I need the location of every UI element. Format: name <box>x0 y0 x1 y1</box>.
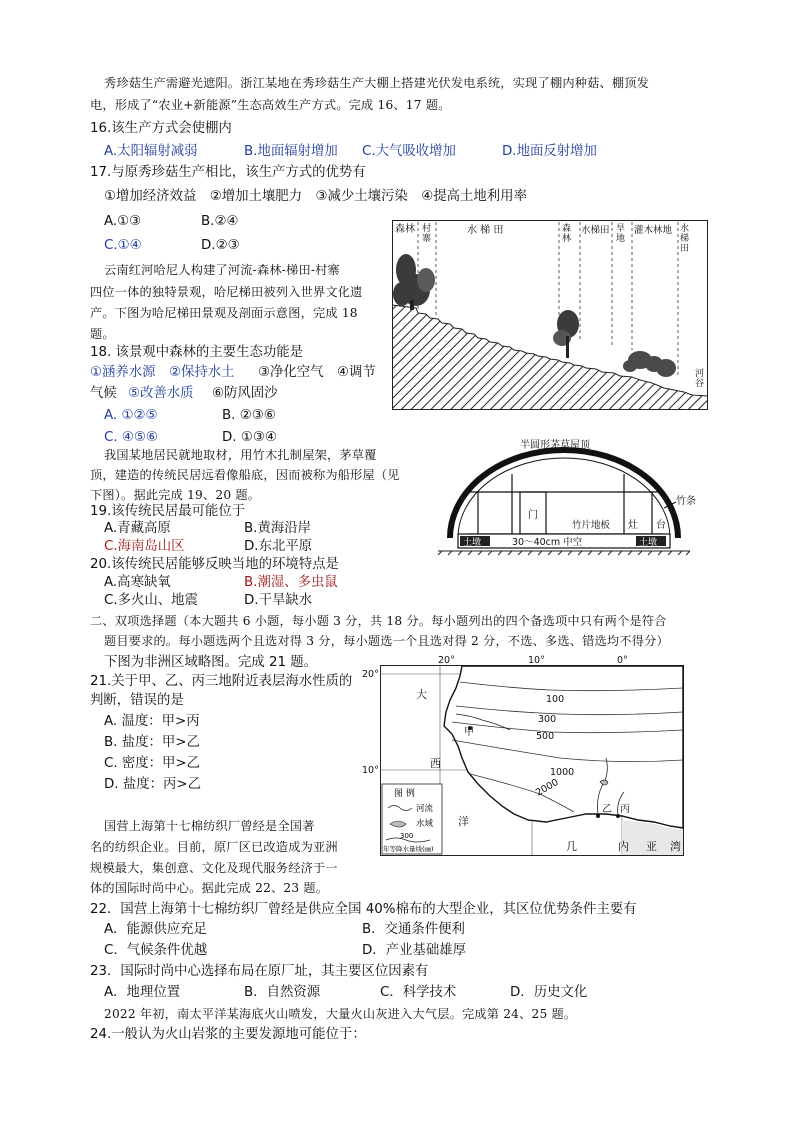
label-platform: 台 <box>656 520 666 531</box>
label-ocean-yang: 洋 <box>458 815 469 828</box>
intro-19-20-line3: 下图）。据此完成 19、20 题。 <box>90 488 261 502</box>
q22-option-b: B．交通条件便利 <box>362 922 465 937</box>
q23-stem: 23．国际时尚中心选择布局在原厂址，其主要区位因素有 <box>90 964 429 979</box>
label-forest-middle: 森 林 <box>562 224 572 244</box>
legend-river-label: 河流 <box>416 804 434 814</box>
africa-map-figure <box>360 654 694 858</box>
q17-items: ①增加经济效益 ②增加土壤肥力 ③减少土壤污染 ④提高土地利用率 <box>104 189 527 204</box>
label-water-terrace2: 水梯田 <box>581 225 610 236</box>
q17-option-a: A.①③ <box>104 214 142 229</box>
q18-items-3: 气候 <box>90 386 117 401</box>
q18-option-d: D. ①③④ <box>222 430 277 445</box>
q18-items-4: ⑤改善水质 <box>128 386 194 401</box>
q17-stem: 17.与原秀珍菇生产相比，该生产方式的优势有 <box>90 165 366 180</box>
label-river-valley: 河 谷 <box>695 369 705 389</box>
q19-stem: 19.该传统民居最可能位于 <box>90 504 246 519</box>
q21-option-b: B. 盐度：甲>乙 <box>104 735 200 750</box>
intro-19-20-line1: 我国某地居民就地取材，用竹木扎制屋架，茅草覆 <box>104 448 377 462</box>
label-village-char2: 寨 <box>422 234 432 244</box>
label-earth-right: 土墩 <box>639 538 658 548</box>
intro-19-20-line2: 顶，建造的传统民居远看像船底，因而被称为船形屋（见 <box>90 468 400 482</box>
q21-option-d: D. 盐度：丙>乙 <box>104 777 201 792</box>
q18-items-1: ①涵养水源 ②保持水土 <box>90 365 235 380</box>
intro-18-line4: 题。 <box>90 327 115 341</box>
label-ocean-da: 大 <box>416 688 427 701</box>
q16-option-a: A.太阳辐射减弱 <box>104 144 198 159</box>
label-jia: 甲 <box>464 727 474 738</box>
lat-20-label: 20° <box>362 669 379 680</box>
label-floor: 竹片地板 <box>572 520 611 531</box>
ground-hatch <box>438 551 690 555</box>
q21-option-a: A. 温度：甲>丙 <box>104 714 200 729</box>
q22-option-a: A．能源供应充足 <box>104 922 207 937</box>
label-door: 门 <box>528 510 538 521</box>
section2-line1: 二、双项选择题（本大题共 6 小题，每小题 3 分，共 18 分。每小题列出的四个备选项中只有两个是符合 <box>90 614 667 628</box>
isohyet-300-label: 300 <box>538 714 557 725</box>
intro-16-17-line1: 秀珍菇生产需避光遮阳。浙江某地在秀珍菇生产大棚上搭建光伏发电系统，实现了棚内种菇、棚顶发 <box>104 76 650 90</box>
q20-option-b: B.潮湿、多虫鼠 <box>244 575 338 590</box>
label-dry-land: 旱 地 <box>616 224 626 244</box>
q20-option-a: A.高寒缺氧 <box>104 575 171 590</box>
label-bing: 丙 <box>620 804 630 815</box>
q17-option-c: C.①④ <box>104 238 142 253</box>
q23-option-c: C．科学技术 <box>380 985 457 1000</box>
section2-line3: 下图为非洲区域略图。完成 21 题。 <box>104 655 318 670</box>
map-legend <box>382 784 442 854</box>
intro-22-23-line1: 国营上海第十七棉纺织厂曾经是全国著 <box>104 819 315 833</box>
q21-option-c: C. 密度：甲>乙 <box>104 756 201 771</box>
q18-stem: 18. 该景观中森林的主要生态功能是 <box>90 345 304 360</box>
terrace-profile-figure <box>392 220 708 410</box>
q17-option-b: B.②④ <box>201 214 239 229</box>
intro-22-23-line3: 规模最大，集创意、文化及现代服务经济于一 <box>90 861 338 875</box>
q19-option-a: A.青藏高原 <box>104 521 171 536</box>
label-gulf-ji: 几 <box>566 840 577 853</box>
label-earth-left: 土墩 <box>463 538 482 548</box>
q18-option-b: B. ②③⑥ <box>222 408 276 423</box>
q17-option-d: D.②③ <box>201 238 240 253</box>
isohyet-100-label: 100 <box>546 694 565 705</box>
q23-option-d: D．历史文化 <box>510 985 588 1000</box>
q21-stem-line2: 判断，错误的是 <box>90 693 184 708</box>
q19-option-d: D.东北平原 <box>244 539 313 554</box>
q16-stem: 16.该生产方式会使棚内 <box>90 121 232 136</box>
label-water-terrace: 水 梯 田 <box>467 225 504 236</box>
q18-items-2: ③净化空气 ④调节 <box>258 365 376 380</box>
q22-option-d: D．产业基础雄厚 <box>362 943 467 958</box>
q22-option-c: C．气候条件优越 <box>104 943 208 958</box>
q18-items-5: ⑥防风固沙 <box>212 386 278 401</box>
legend-water-label: 水域 <box>416 819 434 829</box>
boat-house-figure <box>428 436 700 556</box>
q16-option-b: B.地面辐射增加 <box>244 144 338 159</box>
q23-option-b: B．自然资源 <box>244 985 321 1000</box>
legend-title: 图 例 <box>394 789 415 799</box>
label-water-terrace3: 水 梯 田 <box>680 224 690 254</box>
label-forest-left: 森林 <box>395 224 415 235</box>
point-yi <box>596 814 600 818</box>
lat-10-label: 10° <box>362 765 379 776</box>
label-gulf-ya: 亚 <box>646 840 657 853</box>
q16-option-d: D.地面反射增加 <box>502 144 597 159</box>
label-roof: 半圆形茅草屋顶 <box>520 440 590 451</box>
q20-stem: 20.该传统民居能够反映当地的环境特点是 <box>90 557 339 572</box>
intro-18-line2: 四位一体的独特景观，哈尼梯田被列入世界文化遗 <box>90 285 363 299</box>
label-village-char1: 村 <box>422 224 432 234</box>
label-shrub-forest: 灌木林地 <box>634 225 673 236</box>
q18-option-a: A. ①②⑤ <box>104 408 158 423</box>
intro-22-23-line4: 体的国际时尚中心。据此完成 22、23 题。 <box>90 881 329 895</box>
q19-option-b: B.黄海沿岸 <box>244 521 312 536</box>
q21-stem-line1: 21.关于甲、乙、丙三地附近表层海水性质的 <box>90 674 353 689</box>
label-stove: 灶 <box>628 520 638 531</box>
label-gap: 30～40cm 中空 <box>512 537 583 548</box>
thatch-roof <box>450 450 678 538</box>
q20-option-c: C.多火山、地震 <box>104 593 198 608</box>
intro-22-23-line2: 名的纺织企业。目前，原厂区已改造成为亚洲 <box>90 840 338 854</box>
q16-option-c: C.大气吸收增加 <box>362 144 456 159</box>
label-bamboo: 竹条 <box>676 496 696 507</box>
label-gulf-wan: 湾 <box>670 840 681 853</box>
intro-18-line3: 产。下图为哈尼梯田景观及剖面示意图，完成 18 <box>90 306 358 320</box>
intro-16-17-line2: 电，形成了“农业+新能源”生态高效生产方式。完成 16、17 题。 <box>90 98 451 112</box>
lon-10-label: 10° <box>528 655 545 666</box>
q22-stem: 22．国营上海第十七棉纺织厂曾经是供应全国 40%棉布的大型企业，其区位优势条件主要有 <box>90 902 637 917</box>
lon-20-label: 20° <box>438 655 455 666</box>
section2-line2: 题目要求的。每小题选两个且选对得 3 分，每小题选一个且选对得 2 分，不选、多选、错选均不得分） <box>104 634 669 648</box>
legend-isohyet-value: 300 <box>400 832 414 840</box>
label-ocean-xi: 西 <box>430 757 441 770</box>
q24-stem: 24.一般认为火山岩浆的主要发源地可能位于： <box>90 1027 366 1042</box>
label-gulf-nei: 内 <box>618 840 629 853</box>
intro-18-line1: 云南红河哈尼人构建了河流-森林-梯田-村寨 <box>104 263 340 277</box>
q23-option-a: A．地理位置 <box>104 985 181 1000</box>
q20-option-d: D.干旱缺水 <box>244 593 313 608</box>
intro-24-25-line1: 2022 年初，南太平洋某海底火山喷发，大量火山灰进入大气层。完成第 24、25 题。 <box>104 1007 577 1021</box>
q19-option-c: C.海南岛山区 <box>104 539 185 554</box>
lon-0-label: 0° <box>617 655 628 666</box>
label-yi: 乙 <box>602 804 612 815</box>
legend-isohyet-label: 年等降水量线(㎜) <box>383 845 434 853</box>
q18-option-c: C. ④⑤⑥ <box>104 430 158 445</box>
isohyet-500-label: 500 <box>536 731 555 742</box>
isohyet-2000-label: 2000 <box>534 776 561 799</box>
isohyet-1000-label: 1000 <box>550 767 575 778</box>
